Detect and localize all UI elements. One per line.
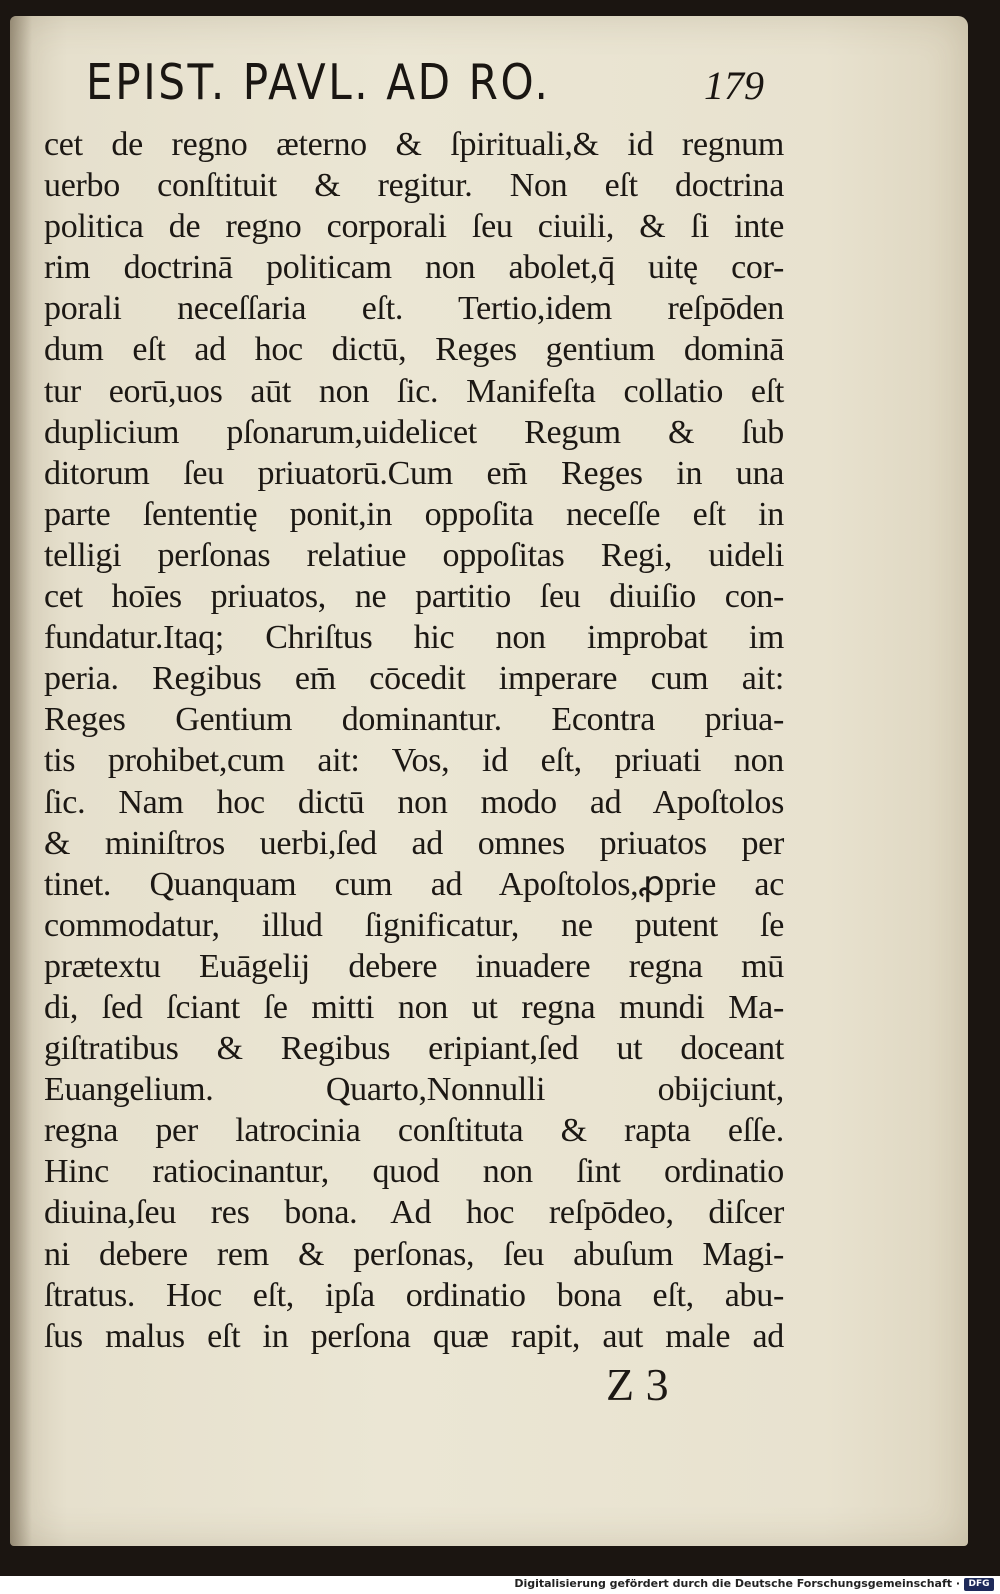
text-line: parte ſententię ponit,in oppoſita neceſſe eſt in: [44, 495, 784, 533]
text-line: di, ſed ſciant ſe mitti non ut regna mundi Ma-: [44, 988, 784, 1026]
text-line: regna per latrocinia conſtituta & rapta eſſe.: [44, 1112, 784, 1150]
text-line: ſtratus. Hoc eſt, ipſa ordinatio bona eſt, abu-: [44, 1276, 784, 1314]
text-line: cet de regno æterno & ſpirituali,& id regnum: [44, 126, 784, 163]
text-line: Hinc ratiocinantur, quod non ſint ordinatio: [44, 1153, 784, 1191]
text-line: diuina,ſeu res bona. Ad hoc reſpōdeo, diſcer: [44, 1194, 784, 1232]
signature-mark: Z 3: [606, 1359, 669, 1410]
funding-credit: Digitalisierung gefördert durch die Deutsche Forschungsgemeinschaft ·: [514, 1577, 960, 1590]
text-line: & miniſtros uerbi,ſed ad omnes priuatos per: [44, 824, 784, 862]
text-line: fundatur.Itaq; Chriſtus hic non improbat im: [44, 619, 784, 657]
text-line: ſus malus eſt in perſona quæ rapit, aut male ad: [44, 1317, 784, 1355]
text-line: Reges Gentium dominantur. Econtra priua-: [44, 701, 784, 739]
digitization-footer: [0, 1576, 1000, 1594]
page-number: 179: [704, 63, 764, 108]
text-line: prætextu Euāgelij debere inuadere regna mū: [44, 947, 784, 985]
text-line: porali neceſſaria eſt. Tertio,idem reſpōden: [44, 290, 784, 328]
text-line: uerbo conſtituit & regitur. Non eſt doctrina: [44, 167, 784, 205]
text-line: dum eſt ad hoc dictū, Reges gentium dominā: [44, 331, 784, 369]
text-line: tur eorū,uos aūt non ſic. Manifeſta collatio eſt: [44, 372, 784, 410]
text-line: peria. Regibus em̄ cōcedit imperare cum ait:: [44, 660, 784, 698]
text-line: commodatur, illud ſignificatur, ne putent ſe: [44, 906, 784, 944]
text-line: ſic. Nam hoc dictū non modo ad Apoſtolos: [44, 783, 784, 821]
text-line: tis prohibet,cum ait: Vos, id eſt, priuati non: [44, 742, 784, 780]
dfg-logo: DFG: [964, 1578, 994, 1591]
text-line: Euangelium. Quarto,Nonnulli obijciunt,: [44, 1071, 784, 1109]
body-text: [44, 124, 784, 1357]
text-line: duplicium pſonarum,uidelicet Regum & ſub: [44, 413, 784, 451]
text-line: politica de regno corporali ſeu ciuili, & ſi inte: [44, 208, 784, 246]
running-head-title: EPIST. PAVL. AD RO.: [86, 54, 551, 111]
text-line: giſtratibus & Regibus eripiant,ſed ut doceant: [44, 1030, 784, 1068]
text-line: rim doctrinā politicam non abolet,q̄ uitę cor-: [44, 249, 784, 287]
page-gutter-shadow: [10, 16, 32, 1546]
text-line: ni debere rem & perſonas, ſeu abuſum Magi-: [44, 1235, 784, 1273]
text-line: tinet. Quanquam cum ad Apoſtolos,ꝓprie ac: [44, 865, 784, 903]
text-line: cet hoīes priuatos, ne partitio ſeu diuiſio con-: [44, 578, 784, 616]
text-line: ditorum ſeu priuatorū.Cum em̄ Reges in una: [44, 454, 784, 492]
text-line: telligi perſonas relatiue oppoſitas Regi, uideli: [44, 536, 784, 574]
